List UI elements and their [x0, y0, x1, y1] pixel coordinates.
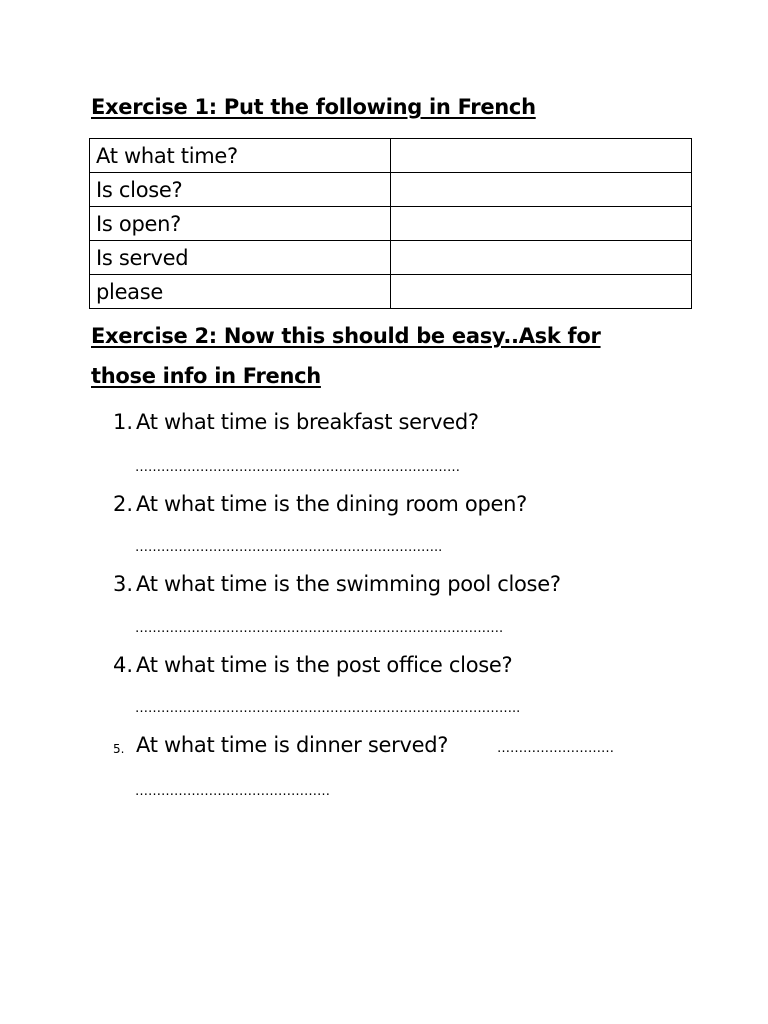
question-text: At what time is the post office close?	[136, 653, 513, 677]
answer-line[interactable]: ………………………………………	[135, 784, 330, 799]
table-row	[90, 241, 692, 275]
question-number: 1.	[113, 410, 134, 434]
english-cell: At what time?	[90, 139, 391, 173]
question-text: At what time is the swimming pool close?	[136, 572, 561, 596]
question-text: At what time is the dining room open?	[136, 492, 527, 516]
table-row	[90, 173, 692, 207]
french-answer-cell[interactable]	[391, 241, 692, 275]
english-cell: please	[90, 275, 391, 309]
french-answer-cell[interactable]	[391, 173, 692, 207]
question-number: 2.	[113, 492, 134, 516]
exercise-2-heading: Exercise 2: Now this should be easy..Ask for	[91, 324, 601, 348]
question-number: 3.	[113, 572, 134, 596]
table-row	[90, 139, 692, 173]
answer-line[interactable]: …………………………………………………………………	[135, 460, 460, 475]
english-cell: Is served	[90, 241, 391, 275]
question-text: At what time is breakfast served?	[136, 410, 479, 434]
question-text: At what time is dinner served?	[136, 733, 449, 757]
vocabulary-table	[89, 138, 692, 309]
answer-line[interactable]: ……………………………………………………………………………..	[135, 701, 521, 716]
question-number: 4.	[113, 653, 134, 677]
inline-answer-line[interactable]: ………………………	[497, 741, 614, 756]
answer-line[interactable]: ……………………………………………………………..	[135, 540, 443, 555]
french-answer-cell[interactable]	[391, 207, 692, 241]
exercise-1-heading: Exercise 1: Put the following in French	[91, 95, 536, 119]
question-number: 5.	[113, 742, 125, 756]
french-answer-cell[interactable]	[391, 139, 692, 173]
english-cell: Is open?	[90, 207, 391, 241]
table-row	[90, 207, 692, 241]
table-row	[90, 275, 692, 309]
french-answer-cell[interactable]	[391, 275, 692, 309]
exercise-2-heading-continued: those info in French	[91, 364, 321, 388]
answer-line[interactable]: ………………………………………………………………………….	[135, 621, 504, 636]
english-cell: Is close?	[90, 173, 391, 207]
